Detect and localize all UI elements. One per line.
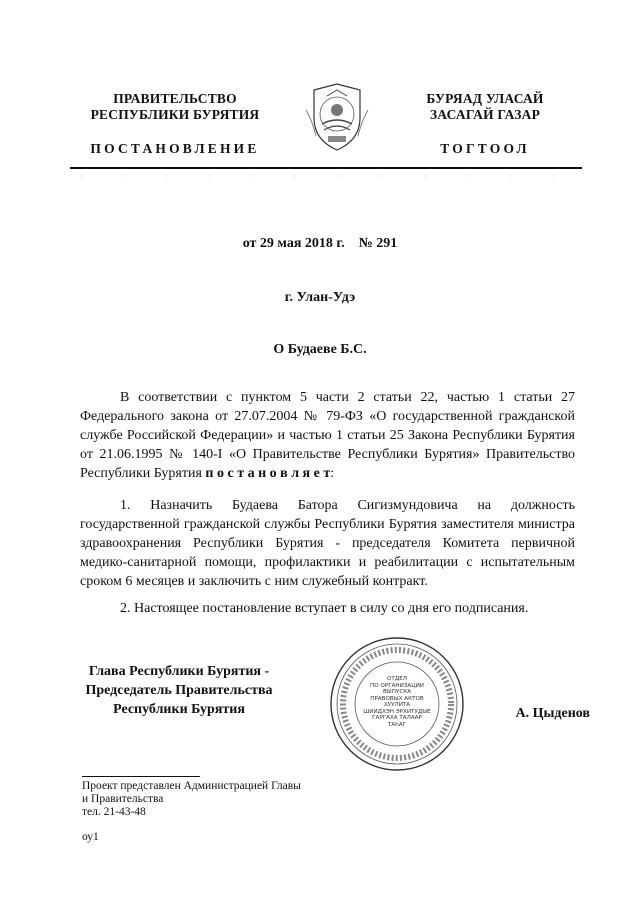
item-1-paragraph: 1. Назначить Будаева Батора Сигизмундовича на должность государственной гражданской службы Республики Бурятия заместителя министра здравоохранения Республики Бурятия - председателя Комитета первичной медико-санитарной помощи, профилактики и реабилитации с испытательным сроком 6 месяцев и заключить с ним служебный контракт.	[80, 498, 575, 589]
stamp-inner-text	[357, 676, 437, 728]
header-left-title: ПОСТАНОВЛЕНИЕ	[90, 141, 260, 156]
stamp-line: ТАҺАГ	[387, 721, 407, 728]
header-left-line1: ПРАВИТЕЛЬСТВО	[113, 91, 237, 106]
preamble-verb: п о с т а н о в л я е т	[205, 466, 331, 481]
item-2-paragraph: 2. Настоящее постановление вступает в силу со дня его подписания.	[120, 601, 529, 616]
stamp-line: ШИИДХЭН ЭРХИТУДЫЕ	[363, 708, 431, 715]
stamp-line: ОТДЕЛ	[387, 676, 407, 682]
decree-city: г. Улан-Удэ	[284, 290, 356, 305]
footer-line2: и Правительства	[82, 793, 164, 805]
header-dotted-line	[80, 172, 580, 181]
preamble-text: В соответствии с пунктом 5 части 2 статьи 22, частью 1 статьи 27 Федерального закона от 27.07.2004 № 79-ФЗ «О государственной гражданской службе Российской Федерации» и частью 1 статьи 25 Закона Республики Бурятия от 21.06.1995 № 140-I «О Правительстве Республики Бурятия» Правительство Республики Бурятия	[80, 390, 575, 481]
header-divider	[70, 167, 582, 169]
decree-date-number: от 29 мая 2018 г. № 291	[242, 236, 398, 251]
header-left-org	[60, 91, 290, 123]
header-left-line2: РЕСПУБЛИКИ БУРЯТИЯ	[90, 107, 260, 122]
header-right-title: ТОГТООЛ	[440, 141, 530, 156]
footer-divider	[82, 776, 200, 777]
document-code: оу1	[82, 831, 99, 843]
dotted-divider	[80, 173, 580, 179]
signatory-line3: Республики Бурятия	[113, 702, 245, 717]
official-stamp	[329, 636, 465, 772]
footer-phone: тел. 21-43-48	[82, 806, 146, 818]
footer-note	[82, 780, 382, 819]
header-right-line1: БУРЯАД УЛАСАЙ	[426, 91, 544, 106]
stamp-line: ХУУЛИТА	[383, 702, 411, 708]
signatory-name: А. Цыденов	[515, 706, 590, 721]
preamble-end: :	[330, 466, 335, 481]
coat-of-arms-icon	[302, 80, 372, 155]
signatory-line2: Председатель Правительства	[85, 683, 273, 698]
header-right-line2: ЗАСАГАЙ ГАЗАР	[429, 107, 541, 122]
stamp-line: ГАРГАХА ТАЛААР	[372, 715, 422, 721]
footer-line1: Проект представлен Администрацией Главы	[82, 780, 301, 792]
header-right-org	[380, 91, 590, 123]
stamp-line: ПО ОРГАНИЗАЦИИ	[370, 682, 424, 689]
stamp-line: ВЫПУСКА	[382, 689, 412, 695]
stamp-line: ПРАВОВЫХ АКТОВ	[370, 695, 424, 702]
signatory-title	[70, 662, 288, 719]
signatory-line1: Глава Республики Бурятия -	[88, 664, 270, 679]
decree-subject: О Будаеве Б.С.	[273, 342, 367, 357]
preamble-paragraph	[80, 388, 575, 483]
